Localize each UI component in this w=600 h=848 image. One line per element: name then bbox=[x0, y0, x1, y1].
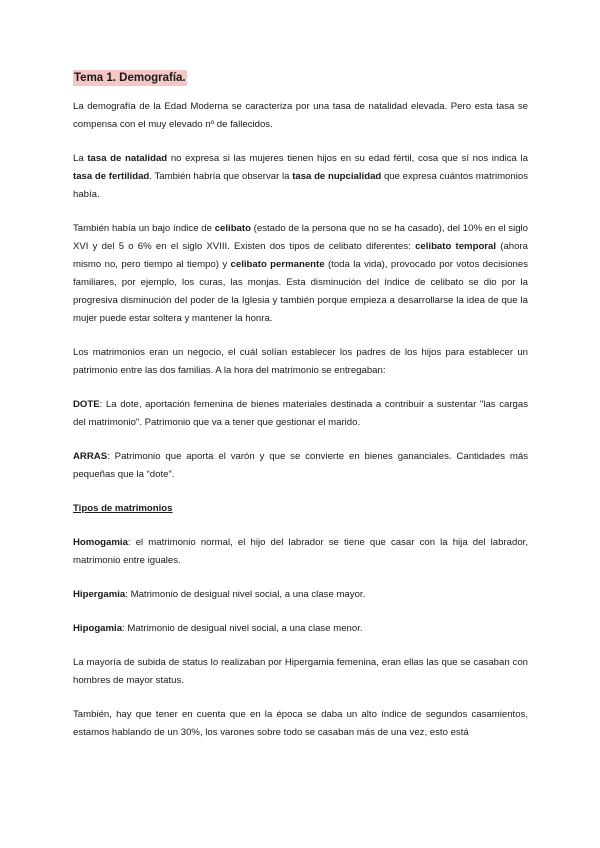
paragraph-celibato bbox=[73, 220, 528, 328]
paragraph-intro: La demografía de la Edad Moderna se caracteriza por una tasa de natalidad elevada. Pero esta tasa se compensa con el muy elevado nº de fallecidos. bbox=[73, 101, 528, 130]
paragraph-matrimonios: Los matrimonios eran un negocio, el cuál solían establecer los padres de los hijos para establecer un patrimonio entre las dos familias. A la hora del matrimonio se entregaban: bbox=[73, 347, 528, 376]
text-run: no expresa si las mujeres tienen hijos en su edad fértil, cosa que sí nos indica la bbox=[167, 153, 528, 164]
bold-term-nupcialidad: tasa de nupcialidad bbox=[292, 171, 382, 182]
bold-term-dote: DOTE bbox=[73, 399, 100, 410]
bold-term-homogamia: Homogamia bbox=[73, 537, 128, 548]
text-run: La bbox=[73, 153, 88, 164]
paragraph-dote bbox=[73, 396, 528, 432]
paragraph-status: La mayoría de subida de status lo realizaban por Hipergamia femenina, eran ellas las que se casaban con hombres de mayor status. bbox=[73, 657, 528, 686]
document-page bbox=[73, 70, 528, 758]
text-run: (toda la vida), provocado por votos decisiones familiares, por ejemplo, los curas, las monjas. Esta disminución del índice de celibato se dio por la progresiva disminución del poder de la Iglesia y también porque empieza a desarrollarse la idea de que la mujer puede estar soltera y mantener la honra. bbox=[73, 259, 528, 324]
text-run: : Matrimonio de desigual nivel social, a una clase menor. bbox=[122, 623, 363, 634]
text-run: : Patrimonio que aporta el varón y que se convierte en bienes gananciales. Cantidades más pequeñas que la “dote”. bbox=[73, 451, 528, 480]
paragraph-homogamia bbox=[73, 534, 528, 570]
text-run: : Matrimonio de desigual nivel social, a una clase mayor. bbox=[125, 589, 366, 600]
bold-term-arras: ARRAS bbox=[73, 451, 108, 462]
paragraph-tasas bbox=[73, 150, 528, 204]
bold-term-celibato-temporal: celibato temporal bbox=[415, 241, 497, 252]
bold-term-fertilidad: tasa de fertilidad bbox=[73, 171, 150, 182]
section-subheading: Tipos de matrimonios bbox=[73, 503, 173, 514]
bold-term-hipergamia: Hipergamia bbox=[73, 589, 126, 600]
page-title: Tema 1. Demografía. bbox=[74, 72, 186, 84]
paragraph-hipergamia bbox=[73, 586, 528, 604]
paragraph-arras bbox=[73, 448, 528, 484]
text-run: . También habría que observar la bbox=[149, 171, 293, 182]
paragraph-hipogamia bbox=[73, 620, 528, 638]
paragraph-segundos-casamientos: También, hay que tener en cuenta que en la época se daba un alto índice de segundos casamientos, estamos hablando de un 30%, los varones sobre todo se casaban más de una vez, esto está bbox=[73, 709, 528, 738]
bold-term-hipogamia: Hipogamia bbox=[73, 623, 123, 634]
bold-term-celibato: celibato bbox=[214, 223, 251, 234]
text-run: (estado de la persona que no se ha casado), del 10% en el siglo XVI y del 5 o 6% en el siglo XVIII. Existen dos tipos de celibato diferentes: bbox=[73, 223, 529, 252]
bold-term-natalidad: tasa de natalidad bbox=[87, 153, 168, 164]
text-run: (ahora mismo no, pero tiempo al tiempo) y bbox=[73, 241, 528, 270]
text-run: : el matrimonio normal, el hijo del labrador se tiene que casar con la hija del labrador, matrimonio entre iguales. bbox=[73, 537, 528, 566]
bold-term-celibato-permanente: celibato permanente bbox=[230, 259, 325, 270]
text-run: También había un bajo índice de bbox=[73, 223, 215, 234]
text-run: : La dote, aportación femenina de bienes materiales destinada a contribuir a sustentar "las cargas del matrimonio". Patrimonio que va a tener que gestionar el marido. bbox=[73, 399, 528, 428]
text-run: que expresa cuántos matrimonios había. bbox=[73, 171, 528, 200]
